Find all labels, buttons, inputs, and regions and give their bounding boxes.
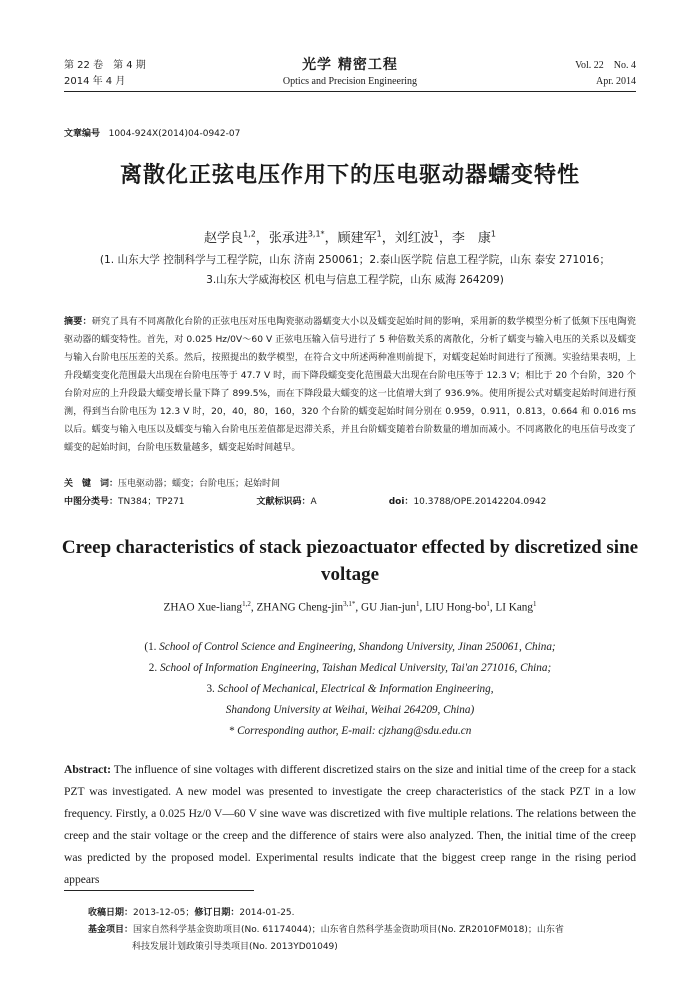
fund-line — [88, 922, 648, 939]
affiliation-en-line: Shandong University at Weihai, Weihai 264209, China) — [225, 704, 475, 716]
header-rule — [64, 91, 636, 92]
author-en: GU Jian-jun — [361, 601, 416, 614]
abstract-en-label: Abstract: — [64, 763, 112, 776]
author-zh-sup: 1 — [490, 229, 496, 239]
author-en: LI Kang — [495, 601, 533, 614]
author-en-sup: 1,2 — [242, 600, 251, 608]
clc-label: 中图分类号： — [64, 497, 119, 507]
affiliation-en-text: School of Mechanical, Electrical & Information Engineering, — [217, 683, 494, 695]
keywords-zh-text: 压电驱动器；蠕变；台阶电压；起始时间 — [118, 479, 281, 489]
affiliation-en-number: 2. — [148, 662, 160, 674]
volume-issue-en: Vol. 22 No. 4 — [575, 60, 636, 71]
author-en: LIU Hong-bo — [425, 601, 487, 614]
volume-issue-zh: 第 22 卷 第 4 期 — [64, 60, 146, 71]
corresponding-author: * Corresponding author, E-mail: cjzhang@sdu.edu.cn — [228, 725, 472, 737]
author-zh: 刘红波 — [394, 231, 434, 246]
affiliation-en-number: (1. — [144, 641, 160, 653]
abstract-zh-text: 研究了具有不同离散化台阶的正弦电压对压电陶瓷驱动器蠕变大小以及蠕变起始时间的影响，采用新的数学模型分析了低频下压电陶瓷驱动器的蠕变特性。首先，对 0.025 Hz/0V～60 V 正弦电压输入信号进行了 5 种倍数关系的离散化，分析了蠕变与输入电压的关系以及蠕变与输入台阶电压压差的关系。然后，按照提出的数学模型，在符合文中所述两种准则前提下，对蠕变起始时间进行了预测。实验结果表明，上升段蠕变变化范围最大出现在台阶电压等于 47.7 V 时，而下降段蠕变变化范围最大出现在台阶电压等于 12.3 V；相比于 20 个台阶，320 个台阶对应的上升段最大蠕变增长量下降了 899.5%，而在下降段最大蠕变的这一比值增大到了 936.9%。使用所提公式对蠕变起始时间进行预测，得到当台阶电压为 12.3 V 时，20，40，80，160，320 个台阶的蠕变起始时间分别在 0.959，0.911，0.813，0.664 和 0.016 ms 以后。蠕变与输入电压以及蠕变与输入台阶电压差值都是迟滞关系，并且台阶蠕变随着台阶数量的增加而减小。不同离散化的电压信号改变了蠕变的起始时间，台阶电压数量越多，蠕变起始时间越早。 — [64, 317, 636, 453]
date-zh: 2014 年 4 月 — [64, 76, 126, 87]
author-en: ZHANG Cheng-jin — [256, 601, 344, 614]
affiliations-en — [60, 637, 640, 742]
author-zh-sup: 1,2 — [243, 229, 256, 239]
revised-label: 修订日期： — [194, 908, 240, 918]
journal-title-zh: 光学 精密工程 — [302, 57, 398, 73]
author-zh-sup: 1 — [433, 229, 439, 239]
classification-line — [64, 494, 636, 507]
fund-line-continued: 科技发展计划政策引导类项目(No. 2013YD01049) — [132, 942, 338, 952]
affiliation-en-text: School of Information Engineering, Taishan Medical University, Tai'an 271016, China; — [159, 662, 552, 674]
dates-line — [88, 905, 648, 922]
author-zh: 顾建军 — [337, 231, 377, 246]
keywords-zh-label: 关 键 词： — [64, 479, 119, 489]
authors-zh: 赵学良$^{1,2}$，张承进$^{3,1*}$，顾建军$^1$，刘红波$^1$，李 康$^1$ — [204, 229, 496, 246]
affiliation-en-line — [60, 658, 640, 679]
clc-number — [64, 497, 221, 507]
title-en: Creep characteristics of stack piezoactuator effected by discretized sine voltage — [61, 537, 639, 585]
abstract-en-text: The influence of sine voltages with different discretized stairs on the size and initial time of the creep for a stack PZT was investigated. A new model was presented to investigate the creep characteristics of the stack PZT in a low frequency. Firstly, a 0.025 Hz/0 V—60 V sine wave was discretized with five multiple relations. The relations between the creep and the stair voltage or the creep and the difference of stairs were also analyzed. Then, the initial time of the creep was predicted by the proposed model. Experimental results indicate that the biggest creep range in the rising period appears — [64, 763, 636, 886]
author-zh-sup: 3,1* — [307, 229, 325, 239]
affiliation-en-text: School of Control Science and Engineering, Shandong University, Jinan 250061, China; — [159, 641, 556, 653]
abstract-zh-label: 摘要： — [64, 317, 92, 327]
revised-value: 2014-01-25. — [239, 908, 295, 918]
journal-title-en: Optics and Precision Engineering — [282, 76, 418, 87]
affiliation-en-line — [60, 679, 640, 700]
footnotes — [88, 905, 648, 956]
affiliation-zh-line: 3.山东大学威海校区 机电与信息工程学院，山东 威海 264209) — [206, 274, 504, 286]
document-code — [257, 497, 353, 507]
abstract-en — [64, 759, 636, 891]
author-zh: 张承进 — [268, 231, 308, 246]
author-zh: 赵学良 — [204, 231, 244, 246]
authors-en: ZHAO Xue-liang$^{1,2}$, ZHANG Cheng-jin$^{3,1*}$, GU Jian-jun$^1$, LIU Hong-$bo^1$, LI Kang$^1$ — [163, 600, 537, 614]
author-en-sup: 3,1* — [343, 600, 356, 608]
header-right — [575, 58, 636, 90]
article-number-label: 文章编号 — [64, 129, 101, 139]
doi — [389, 497, 583, 507]
article-number-value: 1004-924X(2014)04-0942-07 — [108, 129, 241, 139]
clc-value: TN384；TP271 — [118, 497, 185, 507]
author-zh-sup: 1 — [376, 229, 382, 239]
doc-code-value: A — [310, 497, 317, 507]
doc-code-label: 文献标识码： — [256, 497, 311, 507]
fund-label: 基金项目： — [88, 925, 134, 935]
affiliation-en-line — [60, 637, 640, 658]
article-number — [64, 126, 240, 139]
affiliation-zh-line: (1. 山东大学 控制科学与工程学院，山东 济南 250061；2.泰山医学院 信息工程学院，山东 泰安 271016； — [99, 254, 611, 266]
fund-text: 国家自然科学基金资助项目(No. 61174044)；山东省自然科学基金资助项目(No. ZR2010FM018)；山东省 — [133, 925, 564, 935]
author-en: ZHAO Xue-liang — [163, 601, 243, 614]
author-en-sup: 1 — [416, 600, 420, 608]
received-value: 2013-12-05； — [133, 908, 195, 918]
abstract-zh — [64, 313, 636, 457]
date-en: Apr. 2014 — [596, 76, 636, 87]
doi-value: 10.3788/OPE.20142204.0942 — [413, 497, 547, 507]
title-zh: 离散化正弦电压作用下的压电驱动器蠕变特性 — [119, 163, 580, 188]
author-en-sup: 1 — [533, 600, 537, 608]
doi-label: doi： — [388, 497, 414, 507]
received-label: 收稿日期： — [88, 908, 134, 918]
affiliations-zh — [40, 250, 670, 290]
footnote-rule — [64, 890, 254, 891]
author-zh: 李 康 — [451, 231, 491, 246]
affiliation-en-number: 3. — [206, 683, 218, 695]
author-en-sup: 1 — [486, 600, 490, 608]
keywords-zh — [64, 476, 636, 489]
